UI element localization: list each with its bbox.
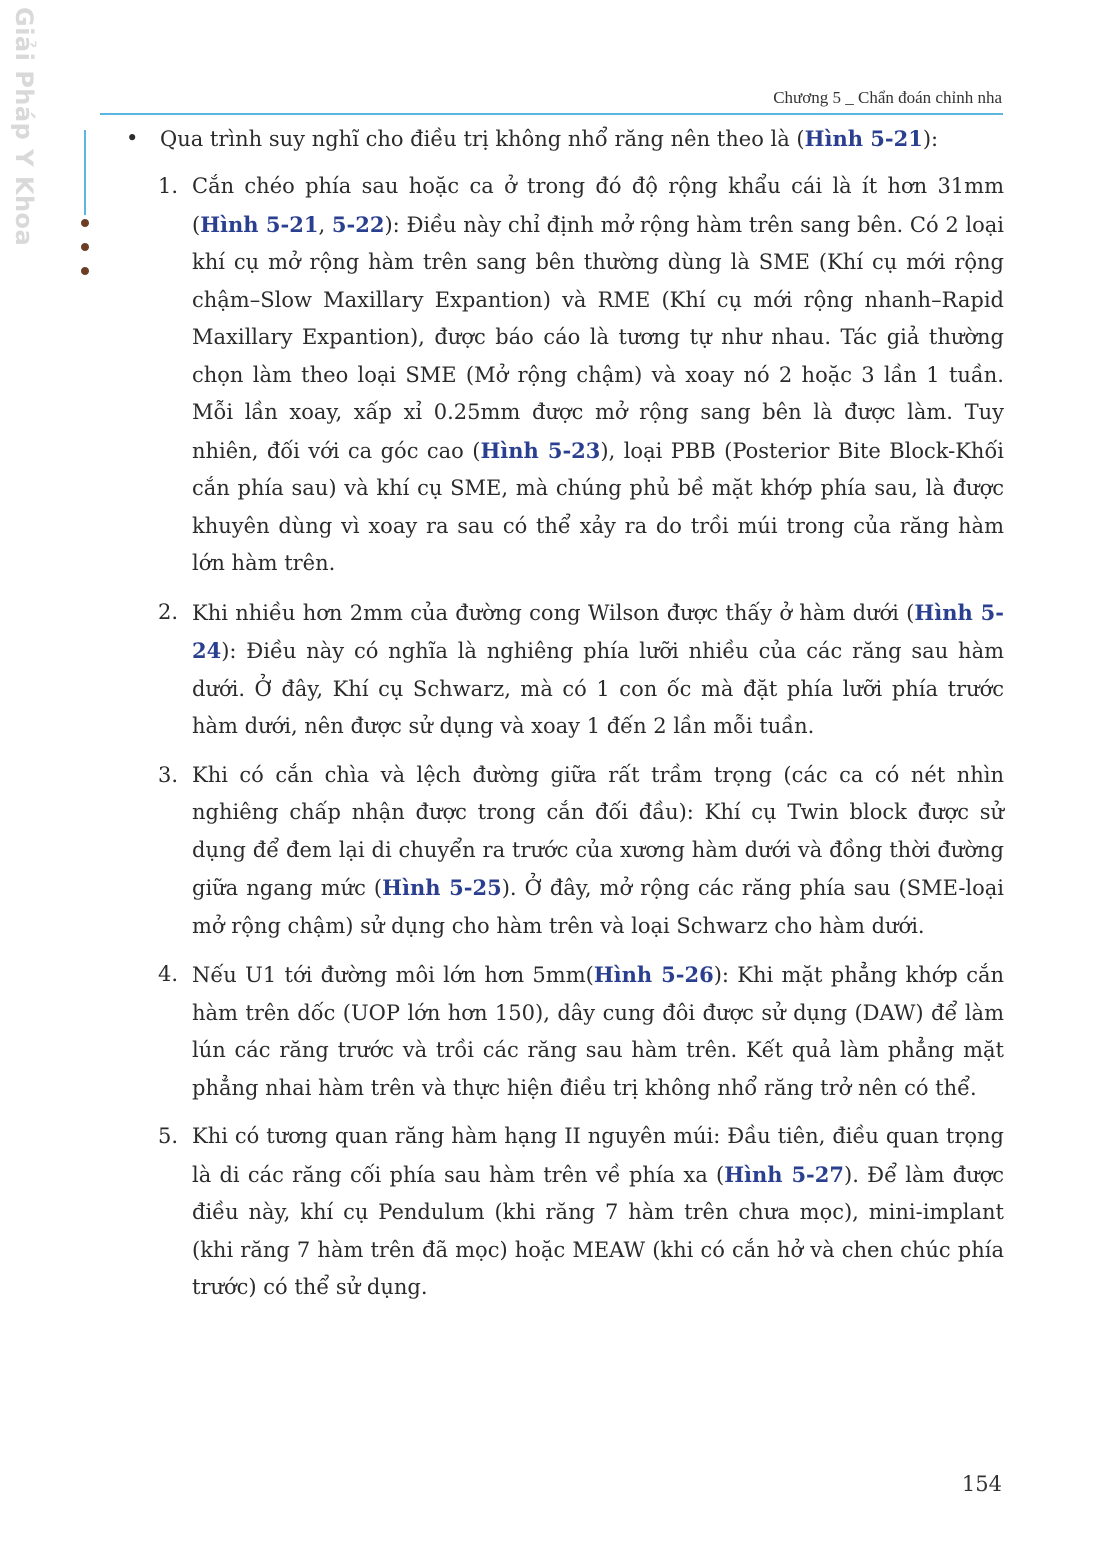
figure-reference: 5-22 [331,211,385,237]
list-item-text: Nếu U1 tới đường môi lớn hơn 5mm( [192,963,594,987]
list-item-number: 5. [158,1124,179,1148]
header-rule [100,113,1003,115]
running-head: Chương 5 _ Chẩn đoán chỉnh nha [773,88,1002,107]
margin-dot [81,219,89,227]
list-item-text: ). Để làm được điều này, khí cụ Pendulum (khi răng 7 hàm trên chưa mọc), mini-implant (khi răng 7 hàm trên đã mọc) hoặc MEAW (khi có cắn hở và chen chúc phía trước) có thể sử dụng. [192,1162,1004,1299]
figure-reference: Hình 5-27 [724,1161,844,1187]
figure-reference: Hình 5-21 [804,126,923,151]
figure-reference: Hình 5-21 [200,211,319,237]
list-item-number: 1. [158,174,179,198]
list-item-number: 3. [158,762,179,787]
bullet-intro [122,120,1004,158]
page-number: 154 [961,1472,1002,1496]
figure-reference: Hình 5-26 [593,962,714,987]
figure-reference: Hình 5-25 [382,875,502,900]
list-item-text: Khi có cắn chìa và lệch đường giữa rất trầm trọng (các ca có nét nhìn nghiêng chấp nhận được trong cắn đối đầu): Khí cụ Twin block được sử dụng để đem lại di chuyển ra trước của xương hàm dưới và đồng thời đường giữa ngang mức ( [192,762,1004,900]
list-item-number: 2. [158,599,179,624]
list-item-text: Khi nhiều hơn 2mm của đường cong Wilson được thấy ở hàm dưới ( [192,600,915,625]
list-item-text: ), loại PBB (Posterior Bite Block-Khối cắn phía sau) và khí cụ SME, mà chúng phủ bề mặt khớp phía sau, là được khuyên dùng vì xoay ra sau có thể xảy ra do trồi múi trong của răng hàm lớn hàm trên. [192,438,1005,575]
list-item-number: 4. [158,962,179,986]
list-item-text: , [318,212,332,237]
margin-dot [81,243,89,251]
page-body [122,120,1004,1318]
list-item-text: ): Điều này chỉ định mở rộng hàm trên sang bên. Có 2 loại khí cụ mở rộng hàm trên sang bên thường dùng là SME (Khí cụ mới rộng chậm–Slow Maxillary Expantion) và RME (Khí cụ mới rộng nhanh–Rapid Maxillary Expantion), được báo cáo là tương tự như nhau. Tác giả thường chọn làm theo loại SME (Mở rộng chậm) và xoay nó 2 hoặc 3 lần 1 tuần. Mỗi lần xoay, xấp xỉ 0.25mm được mở rộng sang bên là được làm. Tuy nhiên, đối với ca góc cao ( [192,212,1005,463]
figure-reference: Hình 5-24 [192,599,1005,663]
list-item-text: ). Ở đây, mở rộng các răng phía sau (SME-loại mở rộng chậm) sử dụng cho hàm trên và loại Schwarz cho hàm dưới. [192,876,1005,938]
margin-dot [81,267,89,275]
margin-rule [84,130,86,215]
bullet-glyph: • [126,126,139,150]
list-item-text: ): Điều này có nghĩa là nghiêng phía lưỡi nhiều của các răng sau hàm dưới. Ở đây, Khí cụ Schwarz, mà có 1 con ốc mà đặt phía lưỡi phía trước hàm dưới, nên được sử dụng và xoay 1 đến 2 lần mỗi tuần. [192,639,1004,738]
list-item [158,956,1004,1107]
list-item-text: ): Khi mặt phẳng khớp cắn hàm trên dốc (UOP lớn hơn 150), dây cung đôi được sử dụng (DAW) để làm lún các răng trước và trồi các răng sau hàm trên. Kết quả làm phẳng mặt phẳng nhai hàm trên và thực hiện điều trị không nhổ răng trở nên có thể. [192,963,1005,1100]
list-item-text: Cắn chéo phía sau hoặc ca ở trong đó độ rộng khẩu cái là ít hơn 31mm ( [192,174,1004,237]
bullet-text-post: ): [922,127,939,151]
list-item [158,757,1004,946]
figure-reference: Hình 5-23 [480,437,601,463]
list-item-text: Khi có tương quan răng hàm hạng II nguyên múi: Đầu tiên, điều quan trọng là di các răng cối phía sau hàm trên về phía xa ( [192,1124,1004,1187]
side-watermark: Giải Pháp Y Khoa [10,7,38,247]
bullet-text [160,120,938,158]
list-item [158,594,1004,746]
numbered-list [122,168,1004,1307]
list-item [158,1118,1004,1307]
list-item [158,168,1004,583]
bullet-text-pre: Qua trình suy nghĩ cho điều trị không nhổ răng nên theo là ( [160,127,805,151]
